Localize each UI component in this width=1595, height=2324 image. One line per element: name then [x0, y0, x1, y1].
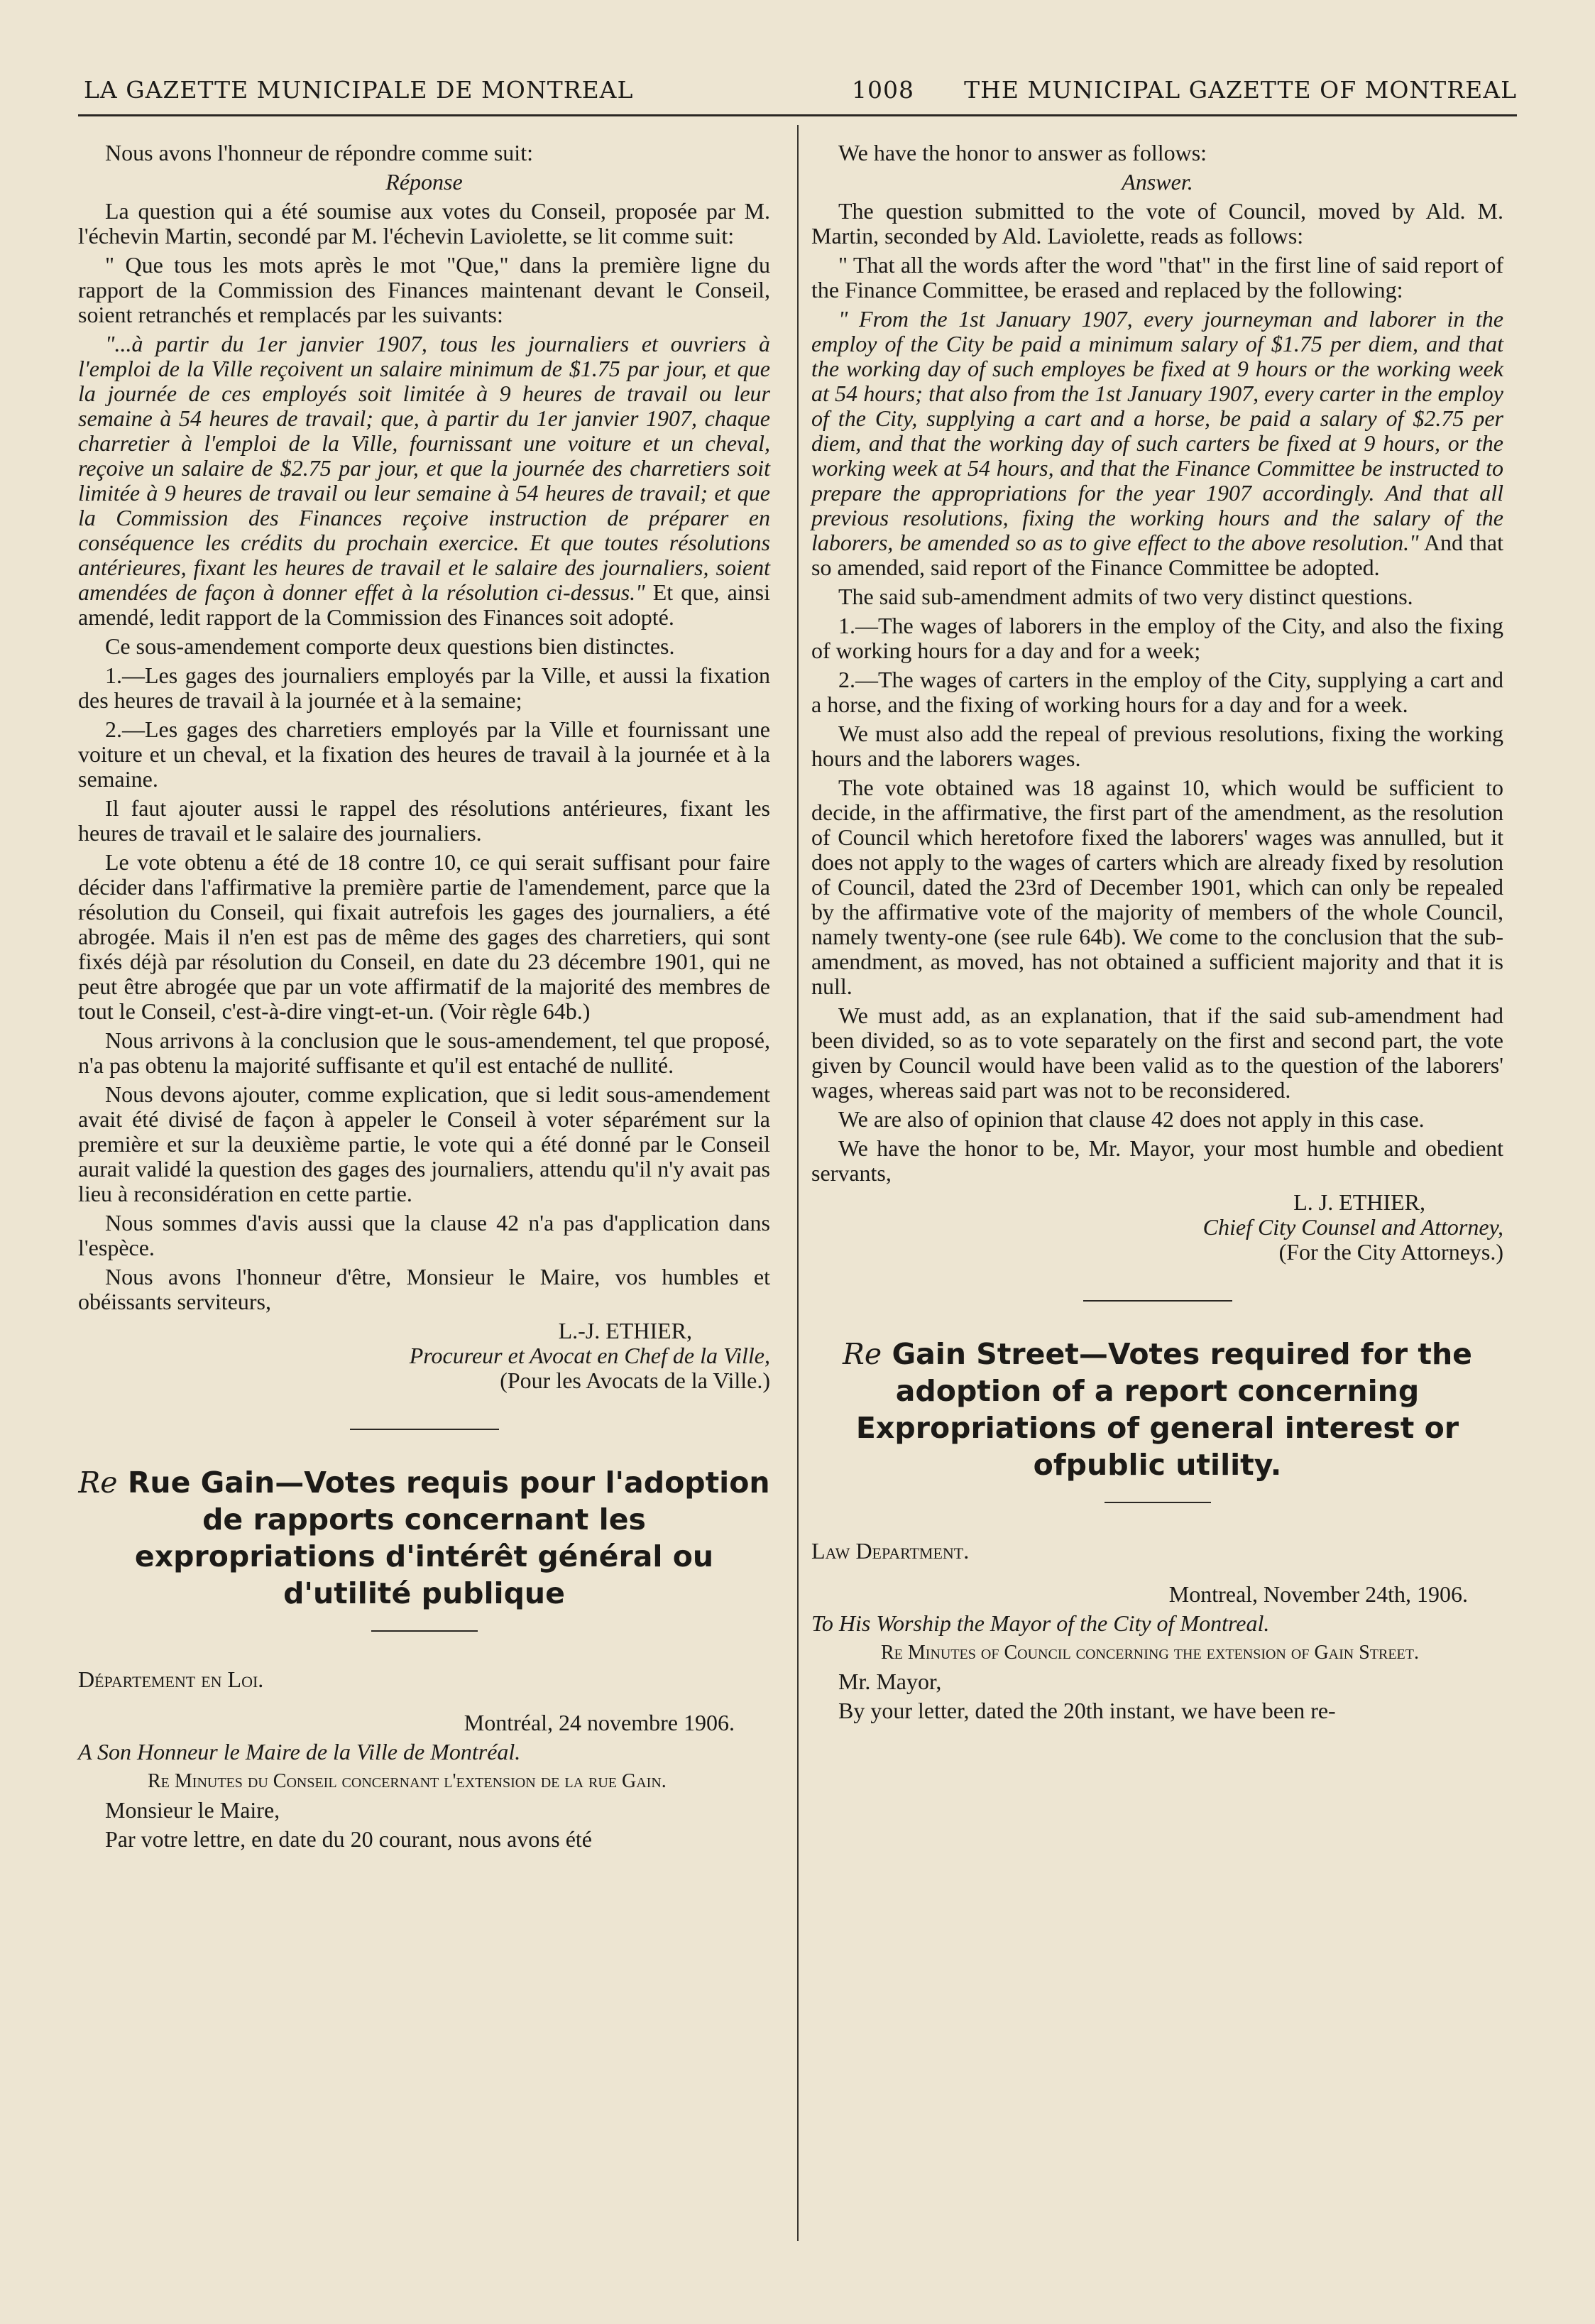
en-paragraph: We have the honor to be, Mr. Mayor, your most humble and obedient servants,: [811, 1135, 1503, 1186]
fr-paragraph: 1.—Les gages des journaliers employés par la Ville, et aussi la fixation des heures de travail à la journée et à la semaine;: [78, 662, 770, 713]
en-signature-sub: (For the City Attorneys.): [1278, 1239, 1503, 1265]
heading-divider: [1105, 1502, 1211, 1503]
french-column: [78, 141, 770, 1856]
fr-signature-name: L.-J. ETHIER,: [558, 1318, 692, 1343]
en-signature-title: Chief City Counsel and Attorney,: [1202, 1214, 1503, 1240]
fr-section-heading: [78, 1464, 770, 1612]
fr-paragraph: Ce sous-amendement comporte deux questions bien distinctes.: [105, 633, 675, 659]
fr-quoted-motion: [78, 332, 770, 630]
en-paragraph: We are also of opinion that clause 42 does not apply in this case.: [838, 1106, 1425, 1132]
header-french-title: LA GAZETTE MUNICIPALE DE MONTREAL: [84, 76, 634, 104]
section-divider: [1083, 1300, 1232, 1302]
en-re-line: Re Minutes of Council concerning the extension of Gain Street.: [881, 1642, 1419, 1664]
fr-paragraph: Le vote obtenu a été de 18 contre 10, ce qui serait suffisant pour faire décider dans l'affirmative la première partie de l'amendement, parce que la résolution du Conseil, qui fixait autrefois les gages des journaliers, a été abrogée. Mais il n'en est pas de même des gages des charretiers, qui sont fixés déjà par résolution du Conseil, en date du 23 décembre 1901, qui ne peut être abrogée que par un vote affirmatif de la majorité des membres de tout le Conseil, c'est-à-dire vingt-et-un. (Voir règle 64b.): [78, 849, 770, 1024]
en-salutation: Mr. Mayor,: [838, 1669, 942, 1694]
fr-paragraph: Nous arrivons à la conclusion que le sous-amendement, tel que proposé, n'a pas obtenu la majorité suffisante et qu'il est entaché de nullité.: [78, 1027, 770, 1078]
fr-address: A Son Honneur le Maire de la Ville de Montréal.: [78, 1739, 521, 1764]
fr-re-line: Re Minutes du Conseil concernant l'extension de la rue Gain.: [148, 1770, 667, 1792]
fr-paragraph: " Que tous les mots après le mot "Que," dans la première ligne du rapport de la Commission des Finances maintenant devant le Conseil, soient retranchés et remplacés par les suivants:: [78, 252, 770, 327]
en-department: Law Department.: [811, 1538, 970, 1564]
fr-reponse-heading: Réponse: [385, 169, 463, 195]
fr-date: Montréal, 24 novembre 1906.: [464, 1710, 735, 1735]
en-motion-text: " From the 1st January 1907, every journeyman and laborer in the employ of the City be paid a minimum salary of $1.75 per diem, and that the working day of such employes be fixed at 9 hours or the working week at 54 hours; that also from the 1st January 1907, every carter in the employ of the City, supplying a cart and a horse, be paid a salary of $2.75 per diem, and that the working day of such carters be fixed at 9 hours, or the working week at 54 hours, and that the Finance Committee be instructed to prepare the appropriations for the year 1907 accordingly. And that all previous resolutions, fixing the working hours and the salary of the laborers, be amended so as to give effect to the above resolution.": [811, 306, 1503, 555]
fr-salutation: Monsieur le Maire,: [105, 1797, 280, 1823]
fr-paragraph: Nous devons ajouter, comme explication, que si ledit sous-amendement avait été divisé de façon à appeler le Conseil à voter séparément sur la première et sur la deuxième partie, le vote qui a été donné par le Conseil aurait validé la question des gages des journaliers, attendu qu'il n'y avait pas lieu à reconsidération en cette partie.: [78, 1081, 770, 1206]
en-paragraph: The said sub-amendment admits of two very distinct questions.: [838, 584, 1413, 609]
en-paragraph: 2.—The wages of carters in the employ of the City, supplying a cart and a horse, and the fixing of working hours for a day and for a week.: [811, 667, 1503, 717]
en-motion-tail: And that so amended, said report of the Finance Committee be adopted.: [811, 530, 1504, 580]
fr-last-line: Par votre lettre, en date du 20 courant, nous avons été: [105, 1826, 592, 1852]
heading-divider: [371, 1630, 478, 1632]
en-quoted-motion: [811, 307, 1503, 580]
en-paragraph: We must add, as an explanation, that if the said sub-amendment had been divided, so as to vote separately on the first and second part, the vote given by Council would have been valid as to the question of the laborers' wages, whereas said part was not to be reconsidered.: [811, 1003, 1503, 1103]
en-paragraph: The vote obtained was 18 against 10, which would be sufficient to decide, in the affirmative, the first part of the amendment, as the resolution of Council which heretofore fixed the laborers' wages was annulled, but it does not apply to the wages of carters which are already fixed by resolution of Council, dated the 23rd of December 1901, which can only be repealed by the affirmative vote of the majority of members of the whole Council, namely twenty-one (see rule 64b). We come to the conclusion that the sub-amendment, as moved, has not obtained a sufficient majority and that it is null.: [811, 775, 1503, 999]
en-paragraph: We must also add the repeal of previous resolutions, fixing the working hours and the laborers wages.: [811, 721, 1503, 771]
en-heading-re: Re: [843, 1337, 882, 1371]
en-paragraph: The question submitted to the vote of Council, moved by Ald. M. Martin, seconded by Ald. Laviolette, reads as follows:: [811, 198, 1503, 249]
fr-signature-sub: (Pour les Avocats de la Ville.): [500, 1368, 770, 1393]
column-divider: [797, 125, 799, 2241]
fr-heading-re: Re: [78, 1466, 118, 1500]
en-date: Montreal, November 24th, 1906.: [1168, 1581, 1468, 1607]
en-paragraph: 1.—The wages of laborers in the employ of the City, and also the fixing of working hours for a day and for a week;: [811, 613, 1503, 663]
fr-paragraph: La question qui a été soumise aux votes du Conseil, proposée par M. l'échevin Martin, secondé par M. l'échevin Laviolette, se lit comme suit:: [78, 198, 770, 249]
en-paragraph: " That all the words after the word "that" in the first line of said report of the Finance Committee, be erased and replaced by the following:: [811, 252, 1503, 302]
en-intro: We have the honor to answer as follows:: [838, 140, 1207, 165]
en-heading-text: Gain Street—Votes required for the adoption of a report concerning Expropriations of general interest or ofpublic utility.: [855, 1337, 1472, 1482]
section-divider: [350, 1429, 499, 1430]
en-section-heading: [811, 1336, 1503, 1483]
fr-intro: Nous avons l'honneur de répondre comme suit:: [105, 140, 533, 165]
en-signature-name: L. J. ETHIER,: [1293, 1189, 1425, 1215]
fr-paragraph: Il faut ajouter aussi le rappel des résolutions antérieures, fixant les heures de travail et le salaire des journaliers.: [78, 795, 770, 846]
page-number: 1008: [852, 76, 914, 104]
page-header: [78, 75, 1517, 116]
english-column: [811, 141, 1503, 1728]
header-english-title: THE MUNICIPAL GAZETTE OF MONTREAL: [964, 76, 1517, 104]
en-answer-heading: Answer.: [1122, 169, 1193, 195]
en-last-line: By your letter, dated the 20th instant, we have been re-: [838, 1698, 1336, 1723]
fr-heading-text: Rue Gain—Votes requis pour l'adoption de rapports concernant les expropriations d'intérêt général ou d'utilité publique: [127, 1466, 770, 1610]
fr-paragraph: Nous avons l'honneur d'être, Monsieur le Maire, vos humbles et obéissants serviteurs,: [78, 1264, 770, 1314]
fr-motion-tail: Et que, ainsi amendé, ledit rapport de la Commission des Finances soit adopté.: [78, 579, 771, 630]
en-address: To His Worship the Mayor of the City of Montreal.: [811, 1610, 1270, 1636]
fr-motion-text: "...à partir du 1er janvier 1907, tous les journaliers et ouvriers à l'emploi de la Ville reçoivent un salaire minimum de $1.75 par jour, et que la journée de ces employés soit limitée à 9 heures de travail ou leur semaine à 54 heures de travail; que, à partir du 1er janvier 1907, chaque charretier à l'emploi de la Ville, fournissant une voiture et un cheval, reçoive un salaire de $2.75 par jour, et que la journée des charretiers soit limitée à 9 heures de travail ou leur semaine à 54 heures de travail; et que la Commission des Finances reçoive instruction de préparer en conséquence les crédits du prochain exercice. Et que toutes résolutions antérieures, fixant les heures de travail et le salaire des journaliers, soient amendées de façon à donner effet à la résolution ci-dessus.": [78, 331, 770, 605]
fr-department: Département en Loi.: [78, 1666, 264, 1692]
fr-paragraph: Nous sommes d'avis aussi que la clause 42 n'a pas d'application dans l'espèce.: [78, 1210, 770, 1260]
fr-signature-title: Procureur et Avocat en Chef de la Ville,: [409, 1343, 770, 1368]
fr-paragraph: 2.—Les gages des charretiers employés par la Ville et fournissant une voiture et un cheval, et la fixation des heures de travail à la journée et à la semaine.: [78, 716, 770, 792]
